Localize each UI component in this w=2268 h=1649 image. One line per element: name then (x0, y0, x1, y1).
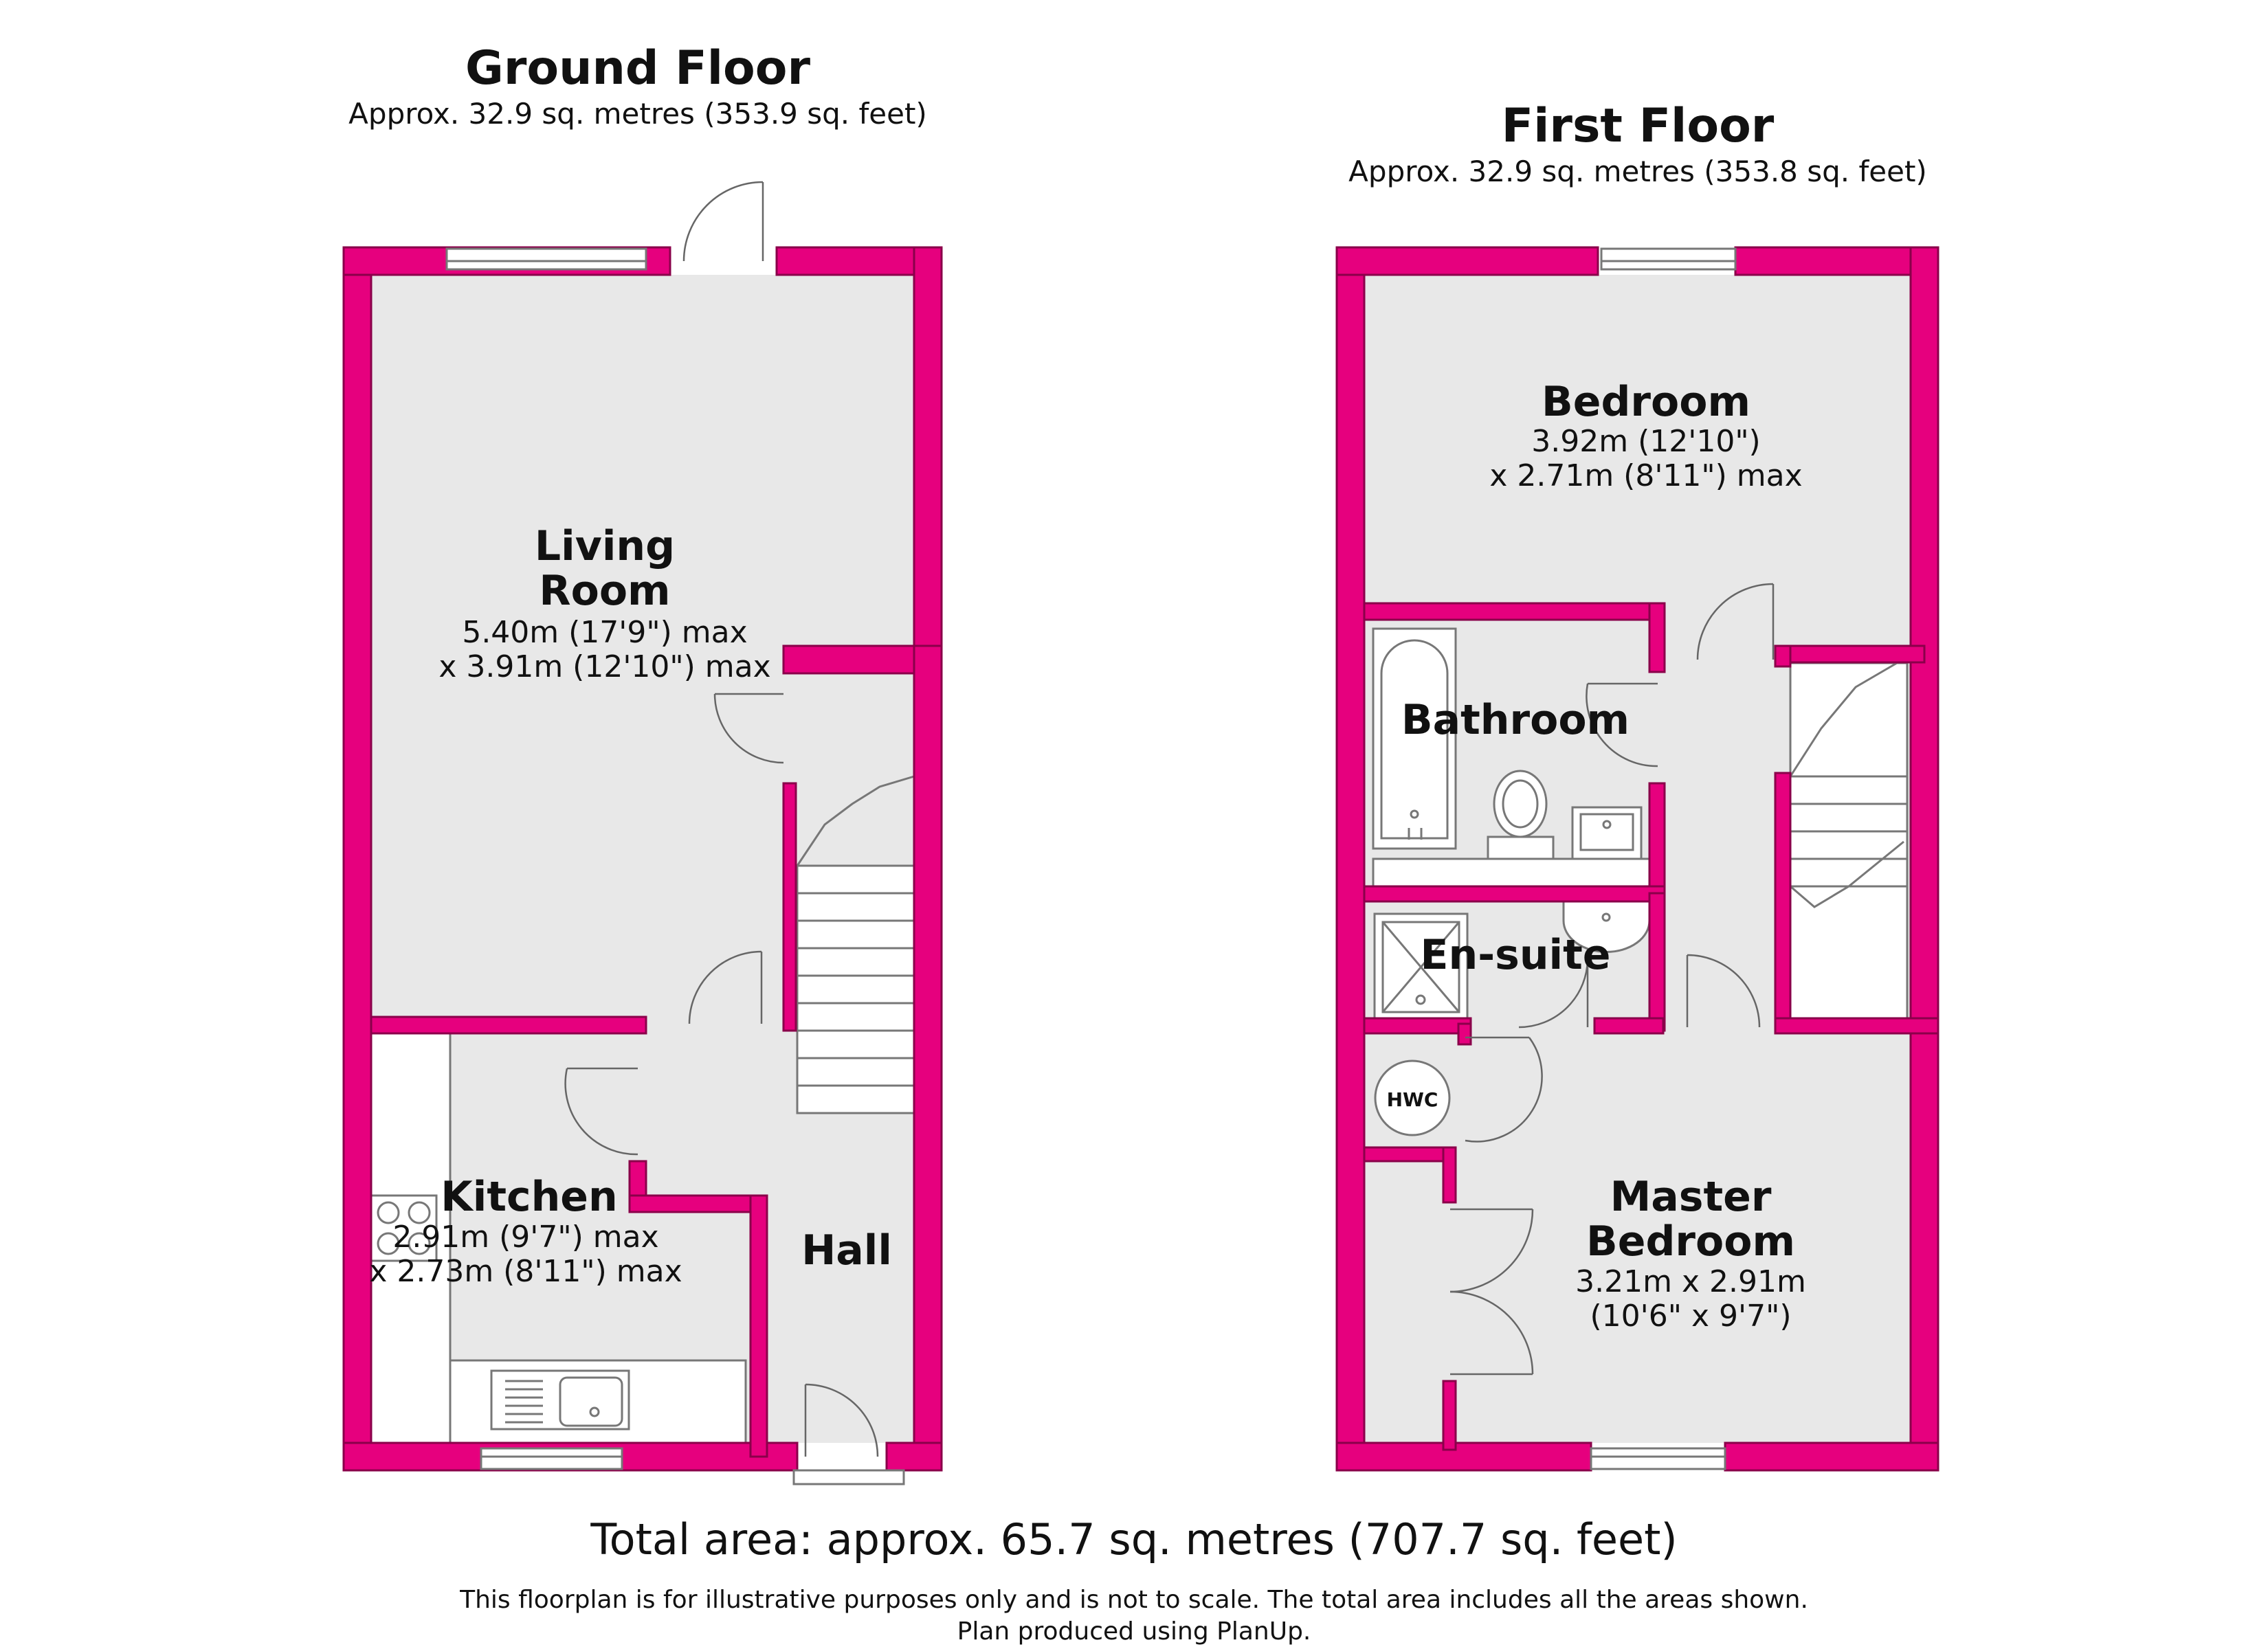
first-window-bottom (1591, 1448, 1725, 1469)
first-wall-ensuite-bottom-right (1594, 1018, 1663, 1033)
first-wall-stair-left-lower (1775, 773, 1790, 1031)
bathroom-basin (1572, 807, 1641, 859)
bedroom-dim-1: 3.92m (12'10") (1531, 424, 1761, 459)
first-wall-ensuite-bottom-left (1364, 1018, 1471, 1033)
ground-front-door-top (684, 182, 763, 261)
ground-floor-title: Ground Floor (465, 41, 810, 96)
ground-wall-left (344, 247, 371, 1470)
master-bedroom-dim-2: (10'6" x 9'7") (1590, 1299, 1792, 1334)
master-bedroom-dim-1: 3.21m x 2.91m (1575, 1264, 1806, 1299)
first-wall-top-left (1337, 247, 1598, 275)
first-wall-bath-landing-lower (1649, 783, 1665, 893)
first-wall-left (1337, 247, 1364, 1470)
first-wall-right (1911, 247, 1938, 1470)
first-floor-area: Approx. 32.9 sq. metres (353.8 sq. feet) (1348, 155, 1927, 188)
ground-wall-right-lower (914, 646, 942, 1470)
first-wall-bottom-left (1337, 1443, 1591, 1470)
hwc-label: HWC (1386, 1088, 1438, 1111)
ground-floor-area: Approx. 32.9 sq. metres (353.9 sq. feet) (348, 97, 927, 131)
bedroom-name: Bedroom (1542, 378, 1750, 426)
kitchen-dim-1: 2.91m (9'7") max (392, 1220, 659, 1255)
living-room-name-2: Room (539, 567, 671, 615)
first-wall-hwc-right (1458, 1024, 1471, 1044)
ground-wall-bottom-right (887, 1443, 942, 1470)
first-wall-hwc-bottom (1364, 1147, 1450, 1161)
ground-wall-kitchen-step-h (630, 1196, 767, 1212)
first-wall-bedroom-right-step (1787, 646, 1924, 662)
living-room-dim-2: x 3.91m (12'10") max (438, 649, 771, 684)
first-wall-ensuite-right (1649, 893, 1665, 1031)
hall-name: Hall (801, 1226, 892, 1275)
bedroom-dim-2: x 2.71m (8'11") max (1489, 458, 1803, 493)
disclaimer-line-1: This floorplan is for illustrative purposes only and is not to scale. The total area includes all the areas shown. (460, 1586, 1808, 1614)
first-window-top (1601, 249, 1735, 269)
ground-wall-kitchen-step-v (751, 1196, 767, 1457)
master-bedroom-name-2: Bedroom (1586, 1218, 1795, 1266)
first-wall-bath-ensuite (1364, 886, 1665, 901)
first-wall-bedroom-bath (1364, 603, 1663, 620)
hot-water-cylinder (1375, 1061, 1449, 1135)
first-floor-title: First Floor (1501, 99, 1775, 153)
disclaimer-line-2: Plan produced using PlanUp. (957, 1617, 1311, 1646)
first-wall-bath-landing-upper (1649, 603, 1665, 672)
bathroom-name: Bathroom (1401, 696, 1630, 744)
bathroom-shelf (1373, 859, 1660, 888)
first-wall-top-right (1735, 247, 1938, 275)
ground-wall-stair-partition (783, 783, 796, 1031)
first-floor-staircase (1790, 663, 1907, 1020)
first-wall-stair-left (1775, 646, 1790, 666)
total-area: Total area: approx. 65.7 sq. metres (707.7 sq. feet) (590, 1514, 1678, 1564)
living-room-dim-1: 5.40m (17'9") max (462, 615, 748, 650)
ground-wall-living-kitchen (371, 1017, 646, 1033)
ground-wall-right-upper (914, 247, 942, 660)
first-wall-stair-bottom (1775, 1018, 1938, 1033)
kitchen-sink (491, 1371, 629, 1429)
first-wall-wardrobe (1443, 1147, 1456, 1202)
kitchen-name: Kitchen (441, 1173, 618, 1221)
kitchen-dim-2: x 2.73m (8'11") max (369, 1254, 682, 1289)
living-room-name-1: Living (534, 522, 676, 570)
ground-window-bottom (481, 1448, 622, 1469)
master-bedroom-name-1: Master (1610, 1173, 1772, 1221)
first-wall-wardrobe-lower (1443, 1381, 1456, 1450)
ground-window-top (447, 249, 646, 269)
first-wall-bottom-right (1725, 1443, 1938, 1470)
ensuite-name: En-suite (1420, 931, 1611, 979)
